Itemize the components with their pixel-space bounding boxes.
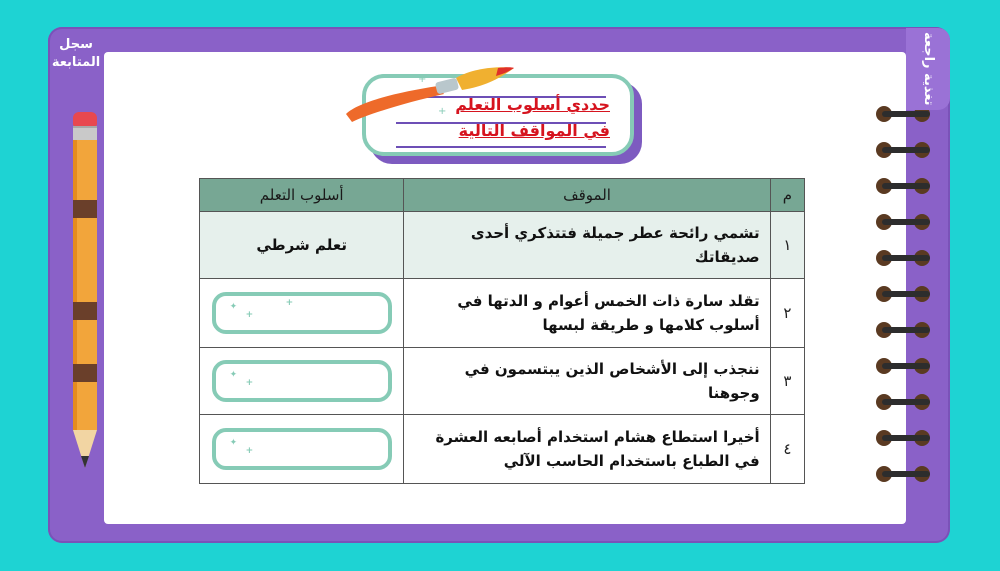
sparkle-icon: + <box>245 310 254 320</box>
sparkle-icon: + <box>245 378 254 388</box>
answer-text: تعلم شرطي <box>200 212 404 279</box>
answer-input-box[interactable] <box>212 428 392 470</box>
paintbrush-icon <box>338 62 518 126</box>
answer-input-box[interactable] <box>212 360 392 402</box>
title-line-1: حددي أسلوب التعلم <box>455 95 610 114</box>
situation-text: تشمي رائحة عطر جميلة فتتذكري أحدى صديقاتك <box>404 212 770 279</box>
table-row <box>200 348 805 415</box>
svg-text:+: + <box>418 74 427 85</box>
table-row <box>200 279 805 348</box>
answer-cell <box>200 348 404 415</box>
table-row <box>200 212 805 279</box>
row-number: ٤ <box>770 415 804 484</box>
sparkle-icon: ✦ <box>229 370 238 380</box>
sparkle-icon: + <box>245 446 254 456</box>
sparkle-icon: ✦ <box>229 302 238 312</box>
row-number: ٢ <box>770 279 804 348</box>
sparkle-icon: ✦ <box>229 438 238 448</box>
situation-text: أخيرا استطاع هشام استخدام أصابعه العشرة في الطباع باستخدام الحاسب الآلي <box>404 415 770 484</box>
answer-cell <box>200 415 404 484</box>
sparkle-icon: + <box>285 298 294 308</box>
header-learning-style: أسلوب التعلم <box>200 179 404 212</box>
title-line-2: في المواقف التالية <box>458 121 610 140</box>
svg-text:+: + <box>438 106 447 117</box>
situations-table <box>199 178 805 484</box>
header-situation: الموقف <box>404 179 770 212</box>
row-number: ٣ <box>770 348 804 415</box>
answer-cell <box>200 279 404 348</box>
situation-text: ننجذب إلى الأشخاص الذين يبتسمون في وجوهنا <box>404 348 770 415</box>
row-number: ١ <box>770 212 804 279</box>
feedback-tab-label: تغذية راجعة <box>921 32 936 106</box>
situation-text: تقلد سارة ذات الخمس أعوام و الدتها في أسلوب كلامها و طريقة لبسها <box>404 279 770 348</box>
answer-input-box[interactable] <box>212 292 392 334</box>
spiral-rings <box>874 104 934 484</box>
header-m: م <box>770 179 804 212</box>
follow-up-record-link[interactable]: سجل المتابعة <box>51 37 101 70</box>
pencil-decoration <box>73 112 97 472</box>
table-row <box>200 415 805 484</box>
